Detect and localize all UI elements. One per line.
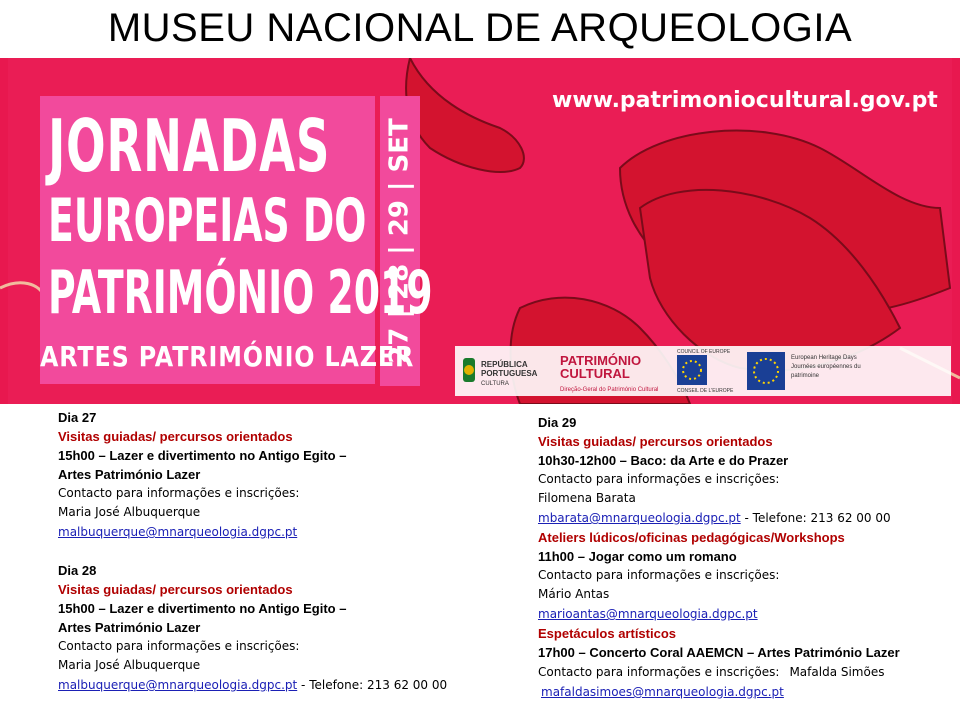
day29-event-2: 11h00 – Jogar como um romano — [538, 549, 737, 564]
pc-logo-sub: Direção-Geral do Património Cultural — [560, 387, 659, 393]
day29-event-1: 10h30-12h00 – Baco: da Arte e do Prazer — [538, 453, 789, 468]
day29-contact-label-2: Contacto para informações e inscrições: — [538, 568, 780, 582]
day29-contact-name-2: Mário Antas — [538, 587, 610, 601]
pc-logo — [560, 354, 658, 397]
day27-event-line2: Artes Património Lazer — [58, 467, 201, 482]
day28-event-line2: Artes Património Lazer — [58, 620, 201, 635]
banner-line-1: JORNADAS — [48, 104, 331, 188]
day29-contact-name-1: Filomena Barata — [538, 491, 636, 505]
day29-event-3: 17h00 – Concerto Coral AAEMCN – Artes Património Lazer — [538, 645, 900, 660]
day29-heading: Dia 29 — [538, 415, 577, 430]
day29-email-link-3[interactable]: mafaldasimoes@mnarqueologia.dgpc.pt — [541, 685, 784, 699]
page-title: MUSEU NACIONAL DE ARQUEOLOGIA — [107, 6, 853, 50]
rp-logo-text: REPÚBLICA PORTUGUESA — [481, 360, 538, 378]
day27-email-link[interactable]: malbuquerque@mnarqueologia.dgpc.pt — [58, 525, 298, 539]
day27-category: Visitas guiadas/ percursos orientados — [58, 429, 293, 444]
pc-logo-line2: CULTURAL — [560, 366, 630, 381]
day29-category-2: Ateliers lúdicos/oficinas pedagógicas/Workshops — [538, 530, 845, 545]
day29-email-link-2[interactable]: marioantas@mnarqueologia.dgpc.pt — [538, 607, 758, 621]
date-label: 27 | 28 | 29 | SET — [384, 118, 415, 364]
day29-contact-label-1: Contacto para informações e inscrições: — [538, 472, 780, 486]
day29-email-link-1[interactable]: mbarata@mnarqueologia.dgpc.pt — [538, 511, 741, 525]
european-heritage-days-icon — [747, 352, 785, 390]
coe-top-text: COUNCIL OF EUROPE — [677, 349, 731, 355]
ehd-text-2: Journées européennes du patrimoine — [791, 364, 861, 379]
rp-logo-sub: CULTURA — [481, 381, 509, 387]
portugal-shield-icon — [461, 356, 477, 384]
day29-contact-name-3: Mafalda Simões — [789, 665, 885, 679]
day28-email-link[interactable]: malbuquerque@mnarqueologia.dgpc.pt — [58, 678, 298, 692]
banner-tagline: ARTES PATRIMÓNIO LAZER — [40, 340, 415, 373]
day27-heading: Dia 27 — [58, 410, 97, 425]
day27-contact-label: Contacto para informações e inscrições: — [58, 486, 300, 500]
partner-logos — [455, 346, 951, 396]
day28-category: Visitas guiadas/ percursos orientados — [58, 582, 293, 597]
banner-line-2: EUROPEIAS DO — [48, 186, 367, 256]
ehd-text-1: European Heritage Days — [791, 355, 857, 361]
day27-contact-name: Maria José Albuquerque — [58, 505, 201, 519]
day28-contact-label: Contacto para informações e inscrições: — [58, 639, 300, 653]
pc-logo-line1: PATRIMÓNIO — [560, 353, 642, 368]
day27-event-line1: 15h00 – Lazer e divertimento no Antigo Egito – — [58, 448, 347, 463]
day28-contact-name: Maria José Albuquerque — [58, 658, 201, 672]
day29-category-1: Visitas guiadas/ percursos orientados — [538, 434, 773, 449]
council-of-europe-icon — [677, 355, 707, 385]
day28-event-line1: 15h00 – Lazer e divertimento no Antigo Egito – — [58, 601, 347, 616]
right-column — [538, 413, 948, 702]
day28-heading: Dia 28 — [58, 563, 97, 578]
left-column — [58, 408, 498, 695]
banner-url[interactable]: www.patrimoniocultural.gov.pt — [552, 88, 938, 113]
day29-contact-label-3: Contacto para informações e inscrições: — [538, 665, 780, 679]
day28-phone: - Telefone: 213 62 00 00 — [297, 678, 448, 692]
event-banner — [0, 58, 960, 404]
day29-category-3: Espetáculos artísticos — [538, 626, 676, 641]
day29-phone-1: - Telefone: 213 62 00 00 — [740, 511, 891, 525]
banner-line-3: PATRIMÓNIO 2019 — [48, 258, 433, 328]
coe-bottom-text: CONSEIL DE L'EUROPE — [677, 388, 734, 394]
